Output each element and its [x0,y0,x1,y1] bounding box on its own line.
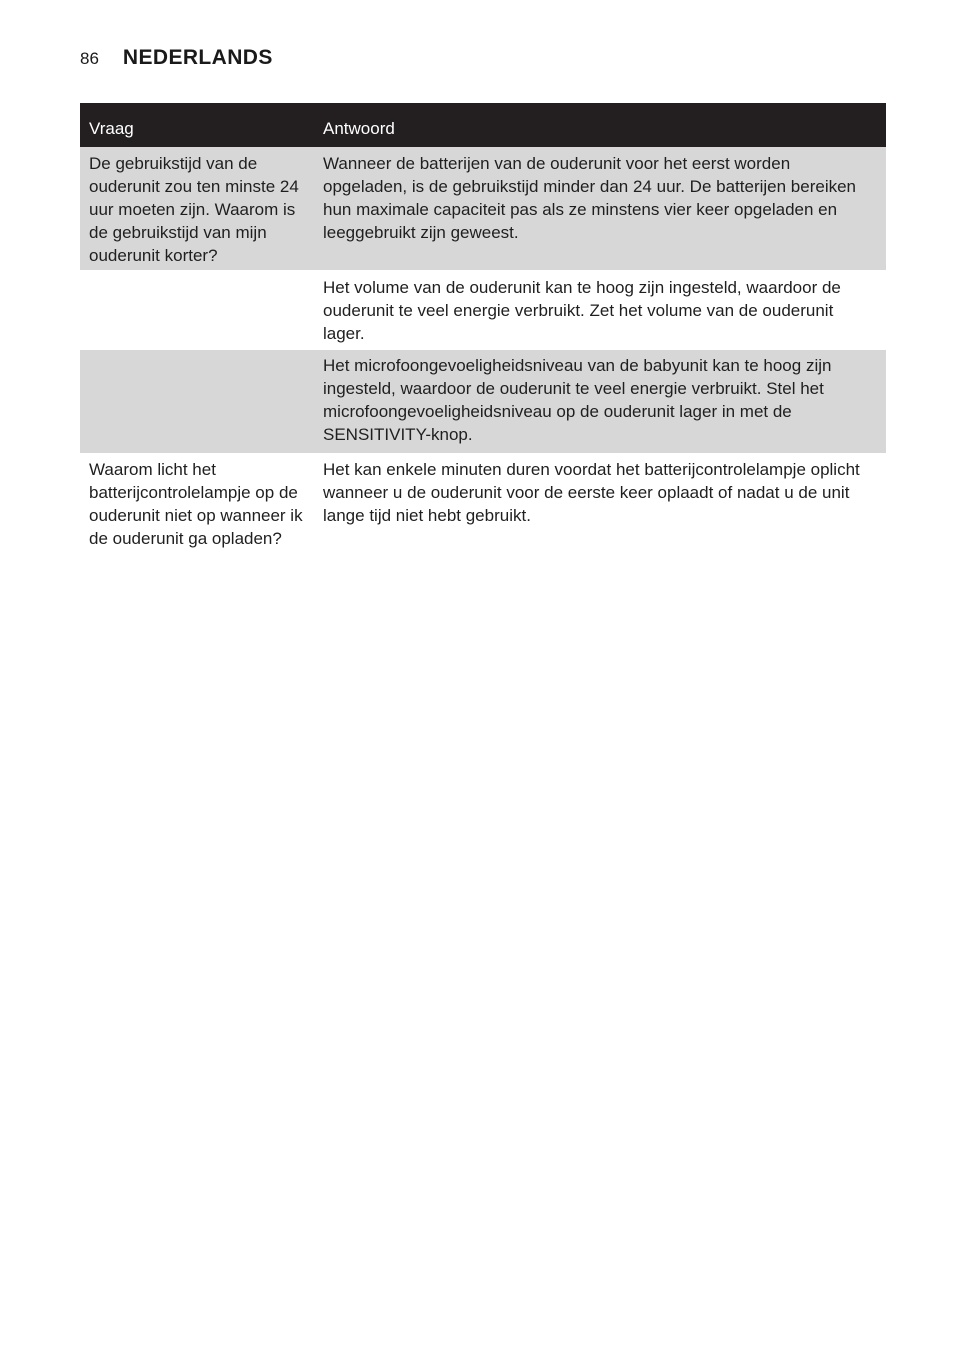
table-row [80,270,886,350]
question-cell: De gebruikstijd van de ouderunit zou ten minste 24 uur moeten zijn. Waarom is de gebruikstijd van mijn ouderunit korter? [89,154,299,265]
column-header-question: Vraag [89,119,134,138]
table-row [80,350,886,453]
answer-cell: Het microfoongevoeligheidsniveau van de babyunit kan te hoog zijn ingesteld, waardoor de ouderunit te veel energie verbruikt. Stel het microfoongevoeligheidsniveau op de ouderunit lager in met de SENSITIVITY-knop. [323,356,832,444]
page-number: 86 [80,49,99,68]
answer-cell: Wanneer de batterijen van de ouderunit voor het eerst worden opgeladen, is de gebruikstijd minder dan 24 uur. De batterijen bereiken hun maximale capaciteit pas als ze minstens vier keer opgeladen en leeggebruikt zijn geweest. [323,154,857,242]
table-header [80,103,886,147]
faq-table [80,103,886,578]
answer-cell: Het volume van de ouderunit kan te hoog zijn ingesteld, waardoor de ouderunit te veel energie verbruikt. Zet het volume van de ouderunit lager. [323,278,841,343]
question-cell [80,270,314,350]
page-header [80,46,273,76]
question-cell [80,350,314,453]
table-row [80,453,886,578]
section-title: NEDERLANDS [122,46,273,69]
column-header-answer: Antwoord [323,119,395,138]
question-cell: Waarom licht het batterijcontrolelampje op de ouderunit niet op wanneer ik de ouderunit ga opladen? [89,460,303,548]
answer-cell: Het kan enkele minuten duren voordat het batterijcontrolelampje oplicht wanneer u de ouderunit voor de eerste keer oplaadt of nadat u de unit lange tijd niet hebt gebruikt. [323,460,860,525]
table-row [80,147,886,270]
